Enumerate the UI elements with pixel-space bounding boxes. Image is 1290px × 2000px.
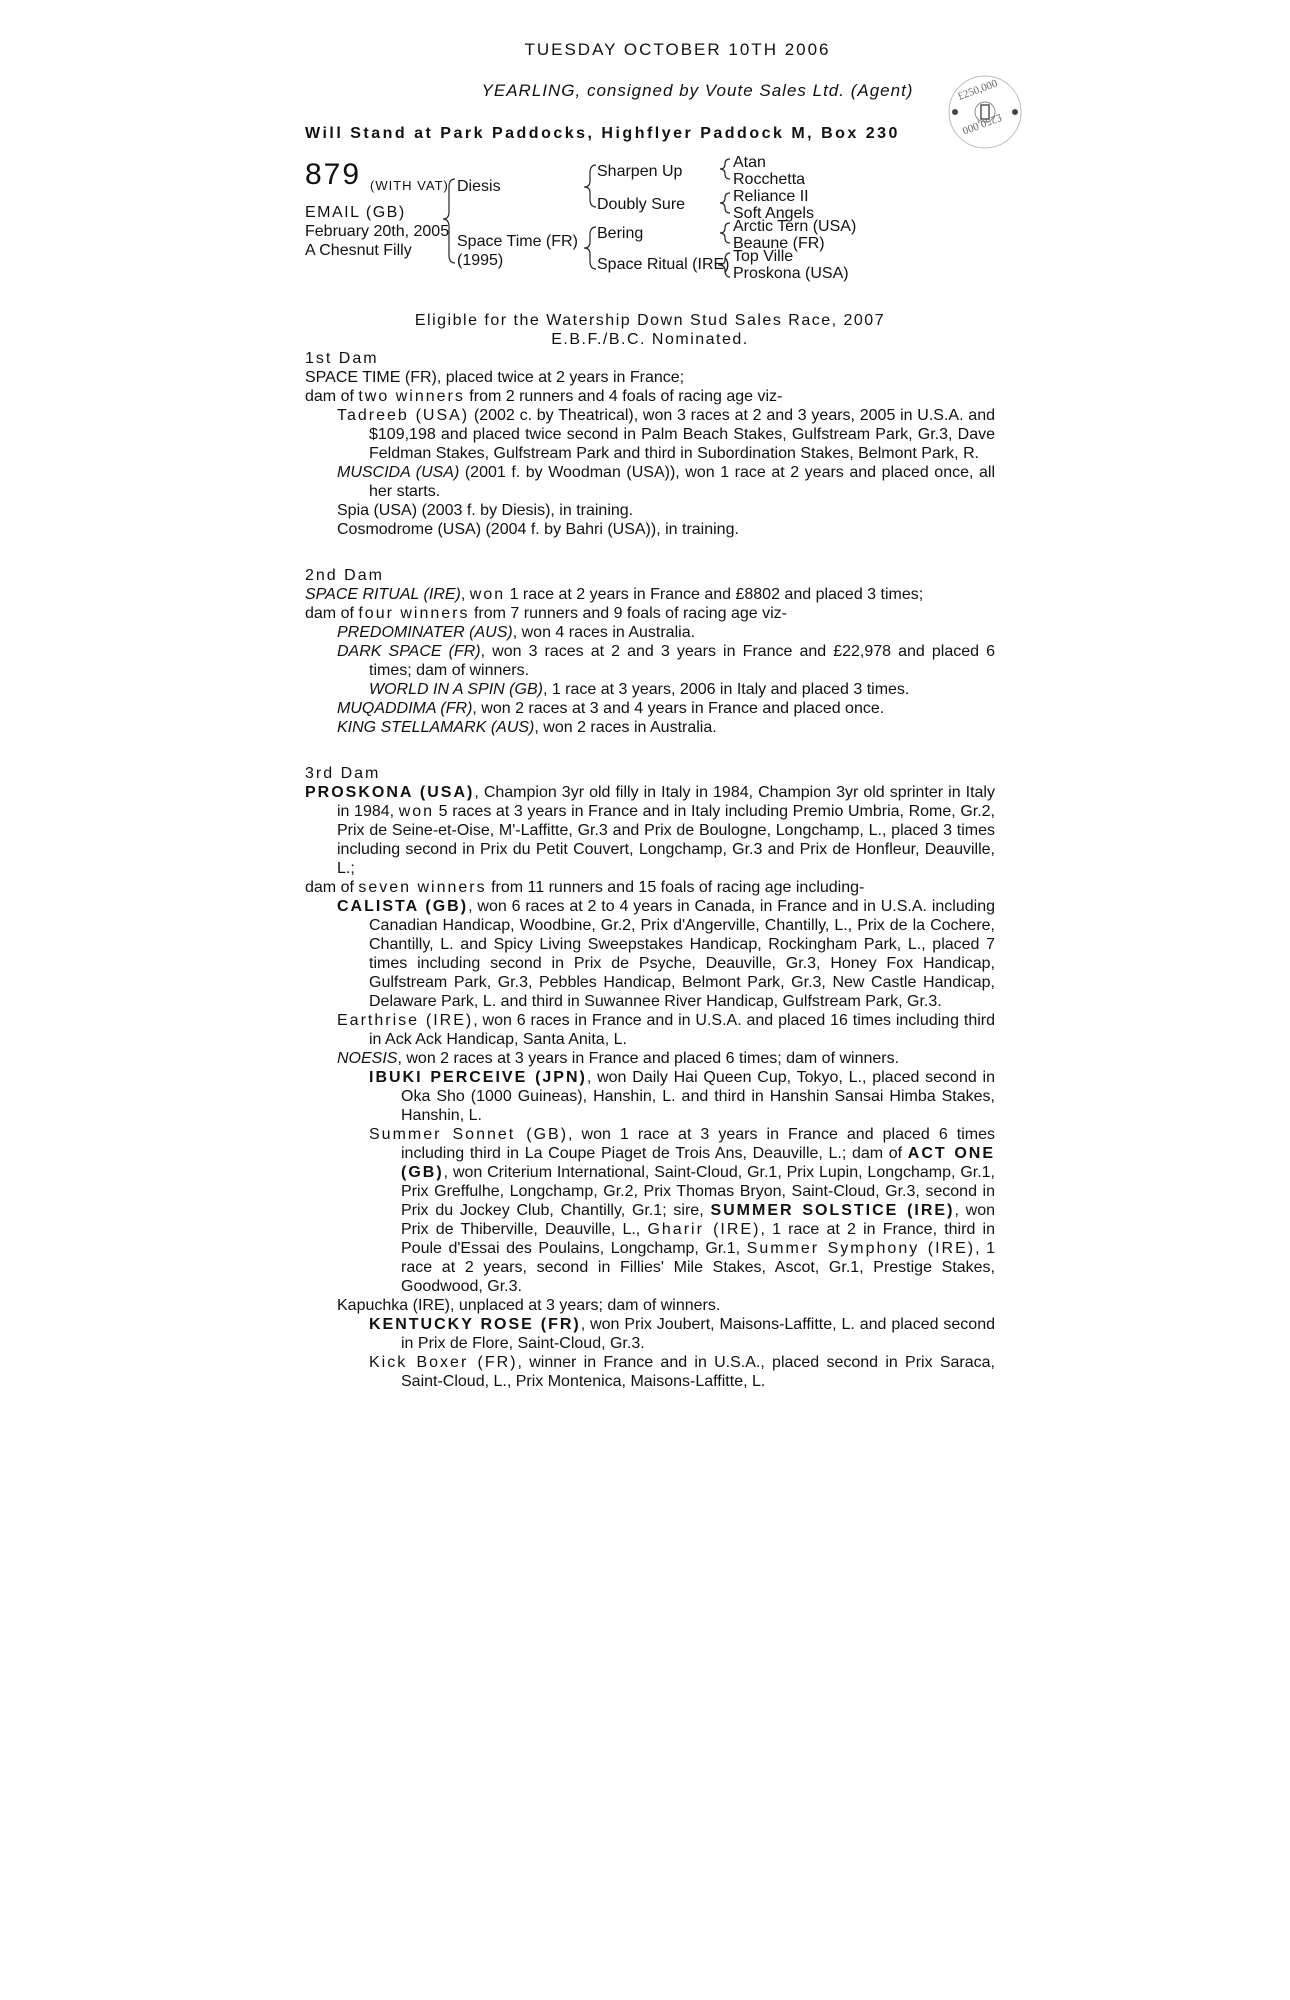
sd-dam: Soft Angels	[733, 205, 814, 222]
produce-entry: IBUKI PERCEIVE (JPN), won Daily Hai Queen Cup, Tokyo, L., placed second in Oka Sho (1000 Guineas), Hanshin, L. and third in Hanshin Sansai Himba Stakes, Hanshin, L.	[369, 1069, 996, 1124]
produce-entry: CALISTA (GB), won 6 races at 2 to 4 years in Canada, in France and in U.S.A. including Canadian Handicap, Woodbine, Gr.2, Prix d'Angerville, Chantilly, L., Prix de la Cochere, Chantilly, L. and Spicy Living Sweepstakes Handicap, Rockingham Park, L., placed 7 times including second in Prix de Psyche, Deauville, Gr.3, Honey Fox Handicap, Gulfstream Park, Gr.3, Pebbles Handicap, Belmont Park, Gr.3, New Castle Handicap, Delaware Park, L. and third in Suwannee River Handicap, Gulfstream Park, Gr.3.	[337, 898, 995, 1010]
produce-entry: Summer Sonnet (GB), won 1 race at 3 years in France and placed 6 times including third in La Coupe Piaget de Trois Ans, Deauville, L.; dam of ACT ONE (GB), won Criterium International, Saint-Cloud, Gr.1, Prix Lupin, Longchamp, Gr.1, Prix Greffulhe, Longchamp, Gr.2, Prix Thomas Bryon, Saint-Cloud, Gr.3, second in Prix du Jockey Club, Chantilly, Gr.1; sire, SUMMER SOLSTICE (IRE), won Prix de Thiberville, Deauville, L., Gharir (IRE), 1 race at 2 in France, third in Poule d'Essai des Poulains, Longchamp, Gr.1, Summer Symphony (IRE), 1 race at 2 years, second in Fillies' Mile Stakes, Ascot, Gr.1, Prestige Stakes, Goodwood, Gr.3.	[369, 1126, 996, 1295]
sale-date: TUESDAY OCTOBER 10TH 2006	[524, 40, 831, 59]
dd-dam: Proskona (USA)	[733, 265, 849, 282]
produce-entry: Cosmodrome (USA) (2004 f. by Bahri (USA)), in training.	[337, 521, 739, 538]
first-dam-intro: SPACE TIME (FR), placed twice at 2 years in France;	[305, 369, 685, 386]
horse-name: EMAIL (GB)	[305, 204, 406, 221]
produce-entry: KENTUCKY ROSE (FR), won Prix Joubert, Maisons-Laffitte, L. and placed second in Prix de Flore, Saint-Cloud, Gr.3.	[369, 1316, 995, 1352]
dd-sire: Top Ville	[733, 248, 794, 265]
ss-dam: Rocchetta	[733, 171, 806, 188]
third-dam-heading: 3rd Dam	[305, 765, 381, 782]
second-dam-intro: SPACE RITUAL (IRE), won 1 race at 2 years in France and £8802 and placed 3 times;	[305, 586, 924, 603]
svg-text:£250,000: £250,000	[956, 77, 1000, 103]
stand-location: Will Stand at Park Paddocks, Highflyer Paddock M, Box 230	[305, 125, 900, 142]
produce-entry: Kapuchka (IRE), unplaced at 3 years; dam of winners.	[337, 1297, 721, 1314]
vat-note: (WITH VAT)	[370, 178, 449, 193]
produce-entry: PREDOMINATER (AUS), won 4 races in Australia.	[337, 624, 696, 641]
produce-entry: WORLD IN A SPIN (GB), 1 race at 3 years, 2006 in Italy and placed 3 times.	[369, 681, 910, 698]
horse-description: A Chesnut Filly	[305, 242, 412, 259]
produce-entry: Spia (USA) (2003 f. by Diesis), in training.	[337, 502, 634, 519]
produce-entry: Tadreeb (USA) (2002 c. by Theatrical), won 3 races at 2 and 3 years, 2005 in U.S.A. and $109,198 and placed twice second in Palm Beach Stakes, Gulfstream Park, Gr.3, Dave Feldman Stakes, Gulfstream Park and third in Subordination Stakes, Belmont Park, R.	[337, 407, 995, 462]
ds-dam: Beaune (FR)	[733, 235, 825, 252]
third-dam-produce: dam of seven winners from 11 runners and 15 foals of racing age including-	[305, 879, 865, 896]
produce-entry: MUSCIDA (USA) (2001 f. by Woodman (USA)), won 1 race at 2 years and placed once, all her starts.	[337, 464, 995, 500]
third-dam-intro: PROSKONA (USA), Champion 3yr old filly in Italy in 1984, Champion 3yr old sprinter in Italy in 1984, won 5 races at 3 years in France and in Italy including Premio Umbria, Rome, Gr.2, Prix de Seine-et-Oise, M'-Laffitte, Gr.3 and Prix de Boulogne, Longchamp, L., placed 3 times including second in Prix du Petit Couvert, Longchamp, Gr.3 and Prix de Honfleur, Deauville, L.;	[305, 784, 995, 877]
foaling-date: February 20th, 2005	[305, 223, 450, 240]
second-dam-heading: 2nd Dam	[305, 567, 384, 584]
produce-entry: Kick Boxer (FR), winner in France and in U.S.A., placed second in Prix Saraca, Saint-Cloud, L., Prix Montenica, Maisons-Laffitte, L.	[369, 1354, 995, 1390]
dam-year: (1995)	[457, 252, 504, 269]
pedigree-block	[305, 154, 995, 307]
catalogue-page	[305, 40, 995, 1391]
dam-name: Space Time (FR)	[457, 233, 578, 250]
sire-name: Diesis	[457, 178, 501, 195]
sire-sire: Sharpen Up	[597, 163, 683, 180]
nomination-line: E.B.F./B.C. Nominated.	[551, 331, 749, 348]
lot-number: 879	[305, 158, 362, 191]
ss-sire: Atan	[733, 154, 766, 171]
ds-sire: Arctic Tern (USA)	[733, 218, 857, 235]
produce-entry: KING STELLAMARK (AUS), won 2 races in Australia.	[337, 719, 717, 736]
sire-dam: Doubly Sure	[597, 196, 686, 213]
svg-text:£250,000: £250,000	[960, 110, 1004, 137]
produce-entry: MUQADDIMA (FR), won 2 races at 3 and 4 years in France and placed once.	[337, 700, 885, 717]
dam-dam: Space Ritual (IRE)	[597, 256, 730, 273]
eligibility-line: Eligible for the Watership Down Stud Sales Race, 2007	[414, 312, 886, 329]
produce-entry: DARK SPACE (FR), won 3 races at 2 and 3 years in France and £22,978 and placed 6 times; dam of winners.	[337, 643, 995, 679]
produce-entry: NOESIS, won 2 races at 3 years in France and placed 6 times; dam of winners.	[337, 1050, 900, 1067]
first-dam-produce: dam of two winners from 2 runners and 4 foals of racing age viz-	[305, 388, 783, 405]
consignment-line: YEARLING, consigned by Voute Sales Ltd. (Agent)	[481, 81, 914, 100]
second-dam-produce: dam of four winners from 7 runners and 9 foals of racing age viz-	[305, 605, 788, 622]
produce-entry: Earthrise (IRE), won 6 races in France and in U.S.A. and placed 16 times including third in Ack Ack Handicap, Santa Anita, L.	[337, 1012, 996, 1048]
dam-sire: Bering	[597, 225, 644, 242]
sd-sire: Reliance II	[733, 188, 809, 205]
first-dam-heading: 1st Dam	[305, 350, 379, 367]
